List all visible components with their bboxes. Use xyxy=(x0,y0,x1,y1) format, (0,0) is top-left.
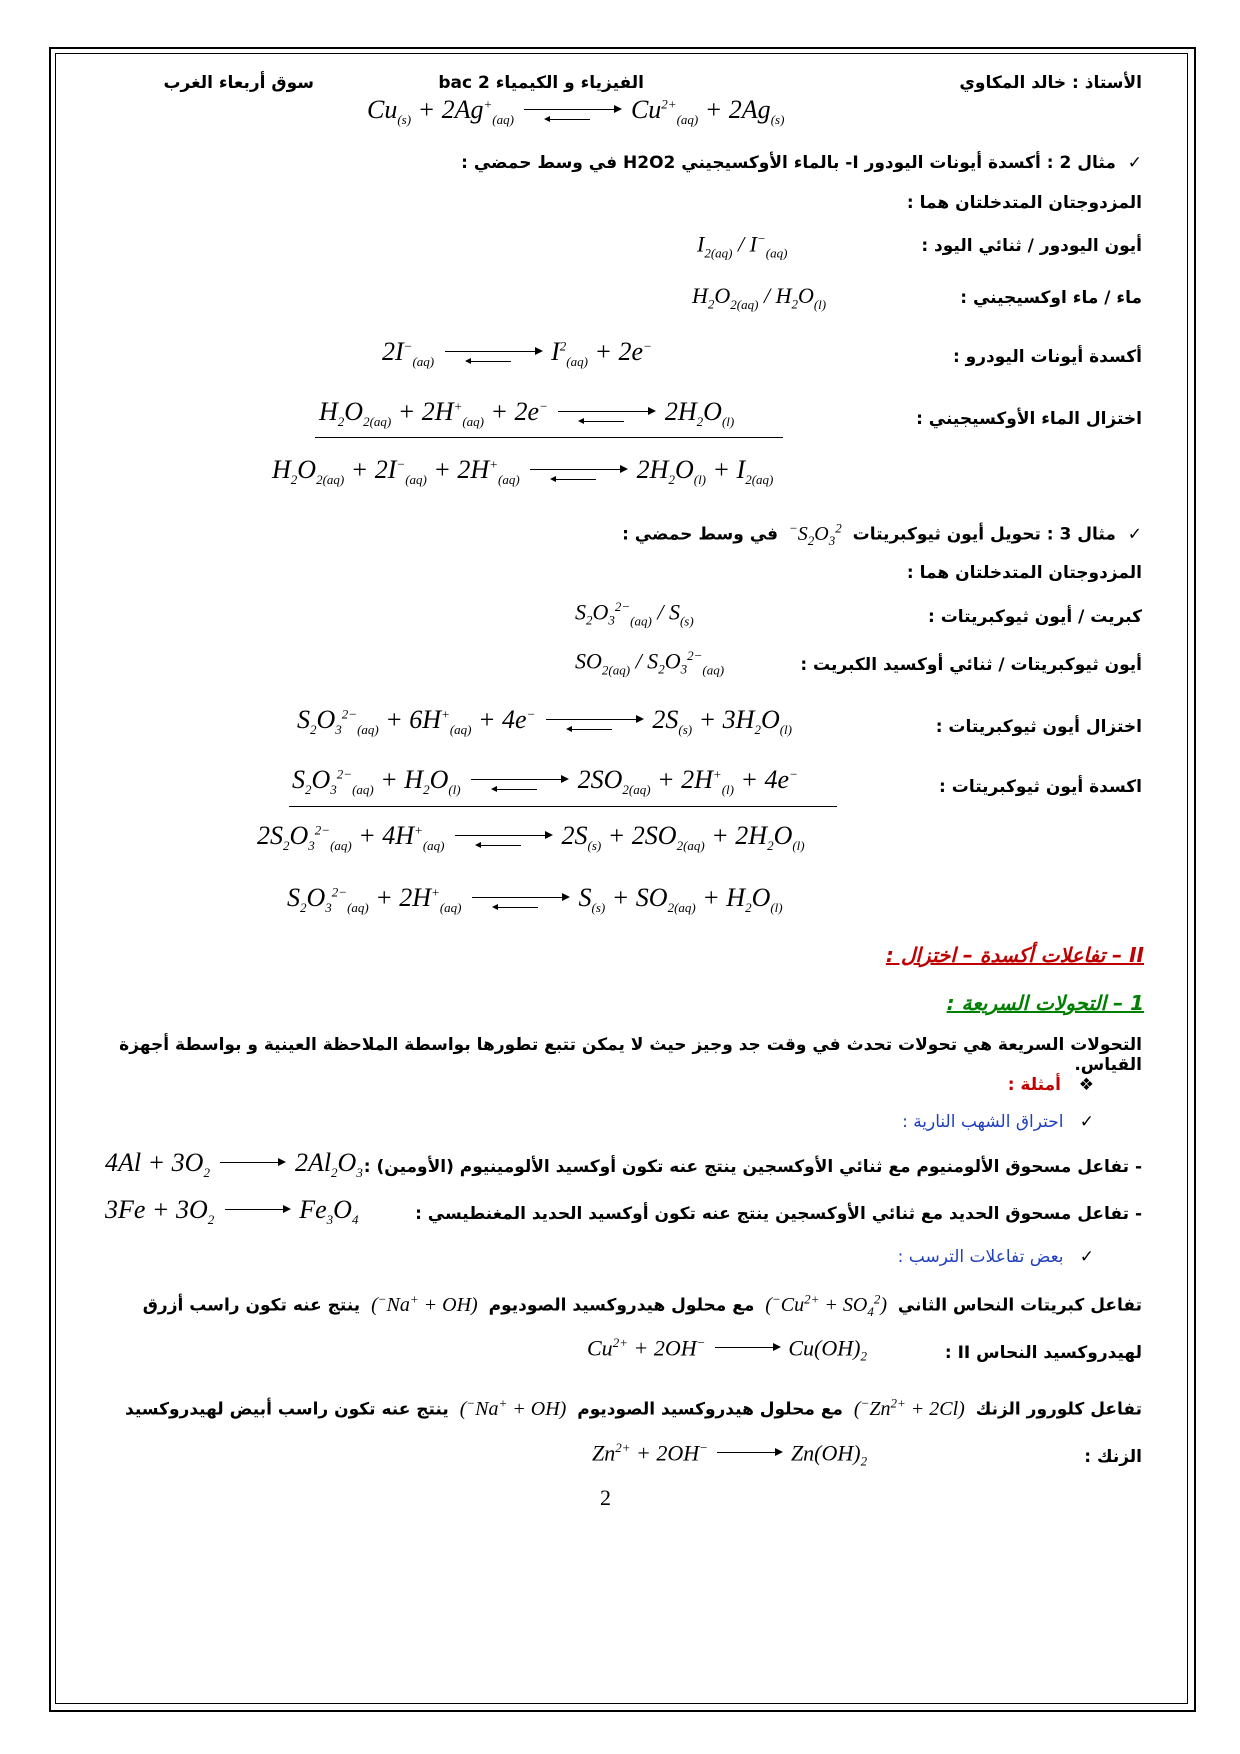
reaction-arrow xyxy=(225,1203,289,1221)
iron-equation: $3Fe + 3O_2$ $Fe_3O_4$ xyxy=(105,1195,359,1228)
aluminium-equation: $4Al + 3O_2$ $2Al_2O_3$ xyxy=(105,1148,363,1181)
thiosulfate-reduction-equation: $S_2O_3^{2-}_{(aq)} + 6H^+_{(aq)} + 4e^-$ $2S_{(s)} + 3H_2O_{(l)}$ xyxy=(297,705,792,738)
section-1-title: 1 – التحولات السريعة : xyxy=(946,991,1144,1015)
zinc-hydroxide-text: الزنك : xyxy=(1084,1447,1142,1467)
zinc-hydroxide-equation: $Zn^{2+} + 2OH^-$ $Zn(OH)_2$ xyxy=(592,1440,868,1469)
header-location: سوق أربعاء الغرب xyxy=(163,73,314,93)
ex3-pair1-equation: $S_2O_3^{2-}_{(aq)} / S_{(s)}$ xyxy=(575,599,694,629)
reaction-arrow xyxy=(220,1156,284,1174)
example3-overall-equation-1: $2S_2O_3^{2-}_{(aq)} + 4H^+_{(aq)}$ $2S_{(s)} + 2SO_{2(aq)} + 2H_2O_{(l)}$ xyxy=(257,821,805,854)
pair2-label: ماء / ماء اوكسيجيني : xyxy=(960,288,1142,308)
check-icon: ✓ xyxy=(1079,1112,1094,1132)
copper-hydroxide-text: لهيدروكسيد النحاس II : xyxy=(944,1343,1142,1363)
thiosulfate-formula: $S_2O_3^{2-}$ xyxy=(789,520,847,548)
zinc-chloride-formula: $(Zn^{2+} + 2Cl^-)$ xyxy=(848,1395,970,1420)
equilibrium-arrow xyxy=(455,829,551,847)
zinc-chloride-text: تفاعل كلورور الزنك $(Zn^{2+} + 2Cl^-)$ مع محلول هيدروكسيد الصوديوم (Na+ + OH−) ينتج عنه تكون راسب أبيض لهيدروكسيد xyxy=(125,1395,1142,1420)
precipitation-heading: ✓ بعض تفاعلات الترسب : xyxy=(897,1247,1094,1267)
sparklers-heading: ✓ احتراق الشهب النارية : xyxy=(902,1112,1094,1132)
sodium-hydroxide-formula: (Na+ + OH−) xyxy=(366,1291,483,1316)
reaction-arrow xyxy=(715,1341,779,1359)
check-icon: ✓ xyxy=(1079,1247,1094,1267)
copper-sulfate-formula: $(Cu^{2+} + SO_4^{2-})$ xyxy=(760,1291,892,1319)
iodide-oxidation-equation: $2I^-_{(aq)}$ $I^2_{(aq)} + 2e^-$ xyxy=(382,337,652,369)
equilibrium-arrow xyxy=(530,463,626,481)
equilibrium-arrow xyxy=(546,713,642,731)
equilibrium-arrow xyxy=(472,891,568,909)
iron-text: - تفاعل مسحوق الحديد مع ثنائي الأوكسجين ينتج عنه تكون أوكسيد الحديد المغنطيسي : xyxy=(415,1204,1142,1224)
document-page xyxy=(57,55,1184,1700)
equilibrium-arrow xyxy=(445,345,541,363)
ex3-pair2-label: أيون ثيوكبريتات / ثنائي أوكسيد الكبريت : xyxy=(800,655,1142,675)
copper-hydroxide-equation: $Cu^{2+} + 2OH^-$ $Cu(OH)_2$ xyxy=(587,1335,867,1364)
check-icon: ✓ xyxy=(1127,524,1142,545)
fast-transformations-definition: التحولات السريعة هي تحولات تحدث في وقت جد وجيز حيث لا يمكن تتبع تطورها بواسطة الملاحظة العينية و بواسطة أجهزة القياس. xyxy=(119,1035,1142,1075)
pair1-label: أيون اليودور / ثنائي اليود : xyxy=(921,236,1142,256)
example2-heading: ✓ مثال 2 : أكسدة أيونات اليودور I- بالماء الأوكسيجيني H2O2 في وسط حمضي : xyxy=(461,153,1142,173)
example2-overall-equation: $H_2O_{2(aq)} + 2I^-_{(aq)} + 2H^+_{(aq)}$ $2H_2O_{(l)} + I_{2(aq)}$ xyxy=(272,455,774,488)
equilibrium-arrow xyxy=(524,103,620,121)
aluminium-text: - تفاعل مسحوق الألومنيوم مع ثنائي الأوكسجين ينتج عنه تكون أوكسيد الألومينيوم (الأومين) : xyxy=(363,1157,1142,1177)
equilibrium-arrow xyxy=(558,405,654,423)
ex3-pair1-label: كبريت / أيون ثيوكبريتات : xyxy=(927,607,1142,627)
section-ii-title: II – تفاعلات أكسدة – اختزال : xyxy=(885,943,1144,967)
equilibrium-arrow xyxy=(471,773,567,791)
pair2-equation: $H_2O_{2(aq)} / H_2O_{(l)}$ xyxy=(692,283,827,312)
reaction-arrow xyxy=(717,1446,781,1464)
diamond-bullet-icon: ❖ xyxy=(1078,1075,1094,1095)
header-teacher: الأستاذ : خالد المكاوي xyxy=(959,73,1142,93)
thiosulfate-oxidation-label: اكسدة أيون ثيوكبريتات : xyxy=(939,777,1142,797)
equation-cu-ag: $Cu_{(s)} + 2Ag^+_{(aq)}$ $Cu^{2+}_{(aq)} + 2Ag_{(s)}$ xyxy=(367,95,785,127)
iodide-oxidation-label: أكسدة أيونات اليودرو : xyxy=(952,347,1142,367)
sum-line xyxy=(315,437,783,438)
check-icon: ✓ xyxy=(1127,153,1142,173)
pair1-equation: $I_{2(aq)} / I^-_{(aq)}$ xyxy=(697,231,788,261)
sodium-hydroxide-formula: (Na+ + OH−) xyxy=(454,1395,572,1420)
example2-pairs-title: المزدوجتان المتدخلتان هما : xyxy=(906,193,1142,213)
thiosulfate-reduction-label: اختزال أيون ثيوكبريتات : xyxy=(935,717,1142,737)
thiosulfate-oxidation-equation: $S_2O_3^{2-}_{(aq)} + H_2O_{(l)}$ $2SO_{2(aq)} + 2H^+_{(l)} + 4e^-$ xyxy=(292,765,798,798)
example3-pairs-title: المزدوجتان المتدخلتان هما : xyxy=(906,563,1142,583)
copper-sulfate-text: تفاعل كبريتات النحاس الثاني $(Cu^{2+} + SO_4^{2-})$ مع محلول هيدروكسيد الصوديوم (Na+ + OH−) ينتج عنه تكون راسب أزرق xyxy=(142,1291,1142,1319)
header-subject: الفيزياء و الكيمياء 2 bac xyxy=(438,73,644,93)
examples-heading: ❖ أمثلة : xyxy=(1007,1075,1094,1095)
ex3-pair2-equation: $SO_{2(aq)} / S_2O_3^{2-}_{(aq)}$ xyxy=(575,648,725,678)
peroxide-reduction-equation: $H_2O_{2(aq)} + 2H^+_{(aq)} + 2e^-$ $2H_2O_{(l)}$ xyxy=(319,397,735,430)
example3-overall-equation-2: $S_2O_3^{2-}_{(aq)} + 2H^+_{(aq)}$ $S_{(s)} + SO_{2(aq)} + H_2O_{(l)}$ xyxy=(287,883,783,916)
peroxide-reduction-label: اختزال الماء الأوكسيجيني : xyxy=(916,409,1142,429)
page-number: 2 xyxy=(600,1485,611,1510)
sum-line xyxy=(289,806,837,807)
example3-heading: ✓ مثال 3 : تحويل أيون ثيوكبريتات $S_2O_3^{2-}$ في وسط حمضي : xyxy=(622,520,1142,548)
